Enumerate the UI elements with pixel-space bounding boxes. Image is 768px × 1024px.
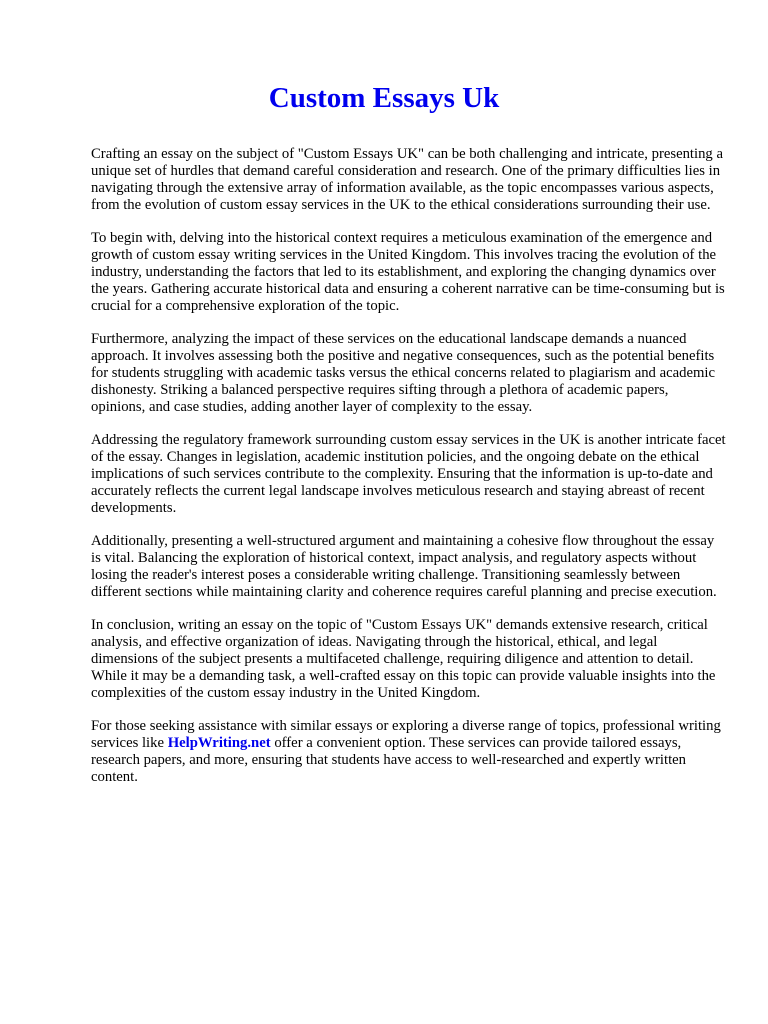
paragraph-6: In conclusion, writing an essay on the topic of "Custom Essays UK" demands extensive research, critical analysis, and effective organization of ideas. Navigating through the historical, ethical, and legal dimensions of the subject presents a multifaceted challenge, requiring diligence and attention to detail. While it may be a demanding task, a well-crafted essay on this topic can provide valuable insights into the complexities of the custom essay industry in the United Kingdom. bbox=[91, 617, 716, 701]
closing-text-before-link: For those seeking assistance with similar essays or exploring a diverse range of topics, professional writing services like bbox=[91, 718, 721, 751]
paragraph-4: Addressing the regulatory framework surrounding custom essay services in the UK is another intricate facet of the essay. Changes in legislation, academic institution policies, and the ongoing debate on the ethical implications of such services contribute to the complexity. Ensuring that the information is up-to-date and accurately reflects the current legal landscape involves meticulous research and staying abreast of recent developments. bbox=[91, 432, 726, 516]
paragraph-3: Furthermore, analyzing the impact of these services on the educational landscape demands a nuanced approach. It involves assessing both the positive and negative consequences, such as the potential benefits for students struggling with academic tasks versus the ethical concerns related to plagiarism and academic dishonesty. Striking a balanced perspective requires sifting through a plethora of academic papers, opinions, and case studies, adding another layer of complexity to the essay. bbox=[91, 331, 716, 415]
document-title: Custom Essays Uk bbox=[268, 82, 500, 114]
helpwriting-link[interactable]: HelpWriting.net bbox=[167, 735, 271, 751]
paragraph-5: Additionally, presenting a well-structured argument and maintaining a cohesive flow throughout the essay is vital. Balancing the exploration of historical context, impact analysis, and regulatory aspects without losing the reader's interest poses a considerable writing challenge. Transitioning seamlessly between different sections while maintaining clarity and coherence requires careful planning and precise execution. bbox=[91, 533, 717, 600]
paragraph-2: To begin with, delving into the historical context requires a meticulous examination of the emergence and growth of custom essay writing services in the United Kingdom. This involves tracing the evolution of the industry, understanding the factors that led to its establishment, and exploring the changing dynamics over the years. Gathering accurate historical data and ensuring a coherent narrative can be time-consuming but is crucial for a comprehensive exploration of the topic. bbox=[91, 230, 725, 314]
paragraph-closing bbox=[91, 718, 726, 786]
closing-text-after-link: offer a convenient option. These services can provide tailored essays, research papers, and more, ensuring that students have access to well-researched and expertly written content. bbox=[91, 735, 687, 785]
paragraph-1: Crafting an essay on the subject of "Custom Essays UK" can be both challenging and intricate, presenting a unique set of hurdles that demand careful consideration and research. One of the primary difficulties lies in navigating through the extensive array of information available, as the topic encompasses various aspects, from the evolution of custom essay services in the UK to the ethical considerations surrounding their use. bbox=[91, 146, 723, 213]
document-body bbox=[91, 146, 726, 802]
